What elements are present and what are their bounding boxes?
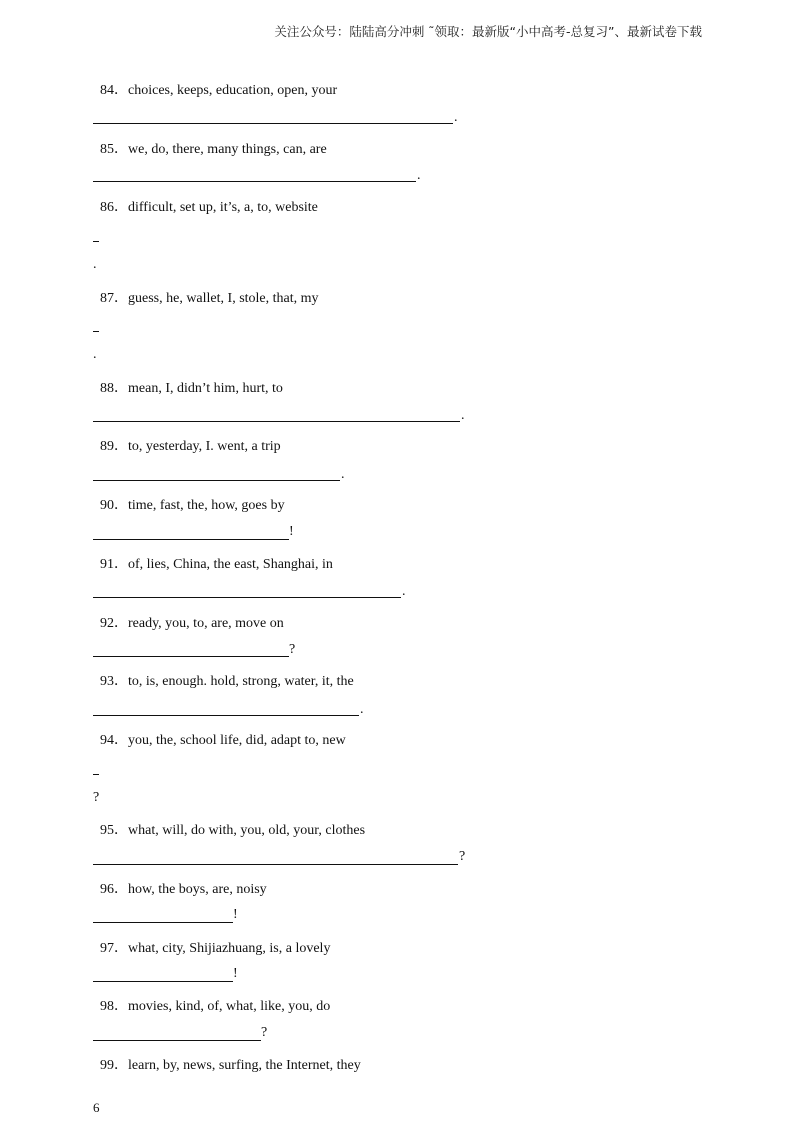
answer-punct-86: . [93,257,97,272]
answer-line-84 [93,123,453,124]
question-93: 93．to, is, enough. hold, strong, water, it, the [100,674,354,689]
answer-line-87 [93,331,99,332]
answer-line-89 [93,480,340,481]
question-97: 97．what, city, Shijiazhuang, is, a lovely [100,941,331,956]
question-words: difficult, set up, it’s, a, to, website [128,200,318,215]
answer-line-97 [93,981,233,982]
question-number: 98 [100,999,114,1014]
question-words: mean, I, didn’t him, hurt, to [128,381,283,396]
question-number: 92 [100,616,114,631]
question-92: 92．ready, you, to, are, move on [100,616,284,631]
answer-line-93 [93,715,359,716]
question-98: 98．movies, kind, of, what, like, you, do [100,999,331,1014]
answer-punct-88: . [461,408,465,423]
answer-punct-92: ? [289,642,296,657]
answer-punct-84: . [454,110,458,125]
question-words: what, city, Shijiazhuang, is, a lovely [128,941,331,956]
answer-punct-90: ! [289,524,294,539]
answer-line-85 [93,181,416,182]
answer-punct-98: ? [261,1025,268,1040]
answer-line-94 [93,774,99,775]
answer-punct-91: . [402,584,406,599]
question-91: 91．of, lies, China, the east, Shanghai, in [100,557,333,572]
question-number: 99 [100,1058,114,1073]
question-words: guess, he, wallet, I, stole, that, my [128,291,319,306]
question-94: 94．you, the, school life, did, adapt to, new [100,733,346,748]
answer-line-96 [93,922,233,923]
answer-punct-89: . [341,467,345,482]
question-number: 86 [100,200,114,215]
answer-line-86 [93,241,99,242]
answer-line-91 [93,597,401,598]
question-number: 93 [100,674,114,689]
question-85: 85．we, do, there, many things, can, are [100,142,327,157]
question-88: 88．mean, I, didn’t him, hurt, to [100,381,283,396]
answer-line-98 [93,1040,261,1041]
question-number: 87 [100,291,114,306]
question-words: choices, keeps, education, open, your [128,83,338,98]
page-number: 6 [93,1100,100,1115]
question-words: learn, by, news, surfing, the Internet, they [128,1058,361,1073]
answer-punct-97: ! [233,966,238,981]
question-86: 86．difficult, set up, it’s, a, to, website [100,200,318,215]
answer-line-92 [93,656,289,657]
question-96: 96．how, the boys, are, noisy [100,882,267,897]
question-99: 99．learn, by, news, surfing, the Internet, they [100,1058,361,1073]
answer-punct-95: ? [459,849,466,864]
question-90: 90．time, fast, the, how, goes by [100,498,285,513]
question-number: 89 [100,439,114,454]
question-words: ready, you, to, are, move on [128,616,284,631]
question-number: 84 [100,83,114,98]
question-words: to, is, enough. hold, strong, water, it, the [128,674,354,689]
question-words: you, the, school life, did, adapt to, new [128,733,346,748]
question-number: 97 [100,941,114,956]
question-words: how, the boys, are, noisy [128,882,267,897]
question-number: 95 [100,823,114,838]
question-number: 85 [100,142,114,157]
question-number: 91 [100,557,114,572]
question-words: of, lies, China, the east, Shanghai, in [128,557,333,572]
answer-line-95 [93,864,458,865]
question-words: movies, kind, of, what, like, you, do [128,999,331,1014]
answer-punct-93: . [360,702,364,717]
answer-line-88 [93,421,460,422]
question-words: to, yesterday, I. went, a trip [128,439,281,454]
question-87: 87．guess, he, wallet, I, stole, that, my [100,291,319,306]
question-89: 89．to, yesterday, I. went, a trip [100,439,281,454]
answer-punct-87: . [93,347,97,362]
question-number: 94 [100,733,114,748]
answer-punct-96: ! [233,907,238,922]
question-number: 88 [100,381,114,396]
question-words: time, fast, the, how, goes by [128,498,285,513]
question-number: 90 [100,498,114,513]
question-number: 96 [100,882,114,897]
question-84: 84．choices, keeps, education, open, your [100,83,338,98]
question-95: 95．what, will, do with, you, old, your, clothes [100,823,366,838]
question-words: we, do, there, many things, can, are [128,142,327,157]
answer-line-90 [93,539,289,540]
header-notice: 关注公众号：陆陆高分冲刺 ˜领取：最新版“小中高考-总复习”、最新试卷下载 [274,24,702,39]
answer-punct-85: . [417,168,421,183]
answer-punct-94: ? [93,790,100,805]
question-words: what, will, do with, you, old, your, clothes [128,823,366,838]
